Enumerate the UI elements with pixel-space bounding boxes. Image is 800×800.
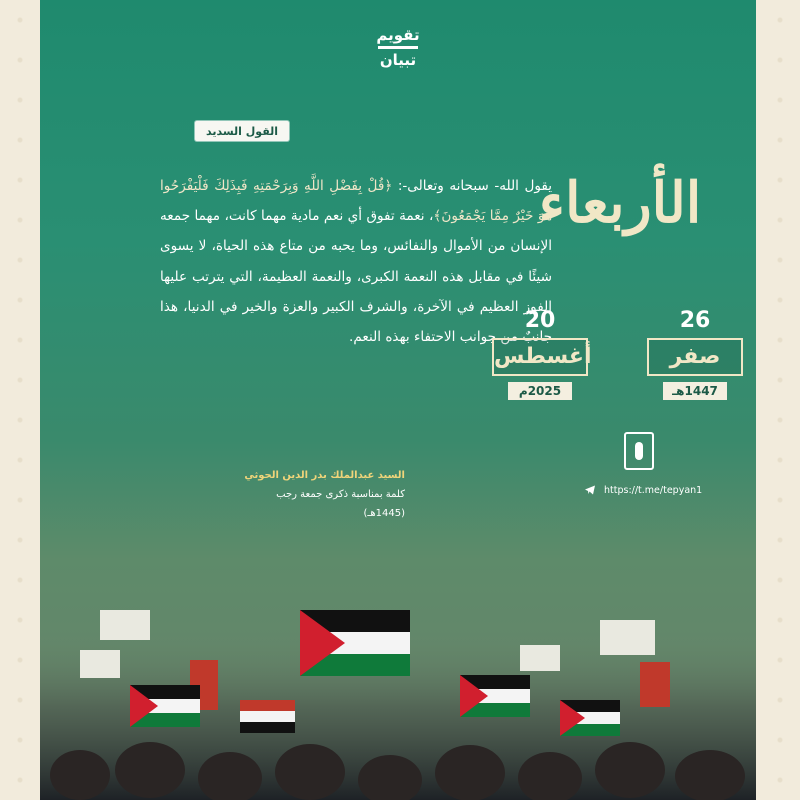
hijri-date <box>645 308 745 400</box>
crowd-with-flags-illustration <box>40 590 756 800</box>
telegram-url[interactable]: https://t.me/tepyan1 <box>604 484 703 496</box>
quote-intro: يقول الله- سبحانه وتعالى-: <box>397 178 553 194</box>
emblem-icon <box>624 432 654 470</box>
logo-divider <box>378 46 418 49</box>
telegram-icon <box>584 484 596 496</box>
tebyan-logo <box>375 20 421 74</box>
logo-line-2: تبيان <box>379 50 417 69</box>
calendar-card <box>40 0 756 800</box>
gregorian-day: 20 <box>524 308 556 333</box>
speaker-attribution <box>190 466 405 523</box>
day-name-title: الأربعاء <box>538 170 702 236</box>
speaker-year: (1445هـ) <box>363 508 405 519</box>
logo-line-1: تقويم <box>376 25 420 44</box>
speaker-occasion: كلمة بمناسبة ذكرى جمعة رجب <box>276 489 405 500</box>
section-label: القول السديد <box>195 121 289 141</box>
telegram-link[interactable] <box>584 482 702 498</box>
hijri-day: 26 <box>679 308 711 333</box>
gregorian-year: 2025م <box>508 382 572 400</box>
hijri-month: صفر <box>647 338 743 376</box>
quran-verse: ﴿قُلْ بِفَضْلِ اللَّهِ وَبِرَحْمَتِهِ فَبِذَلِكَ فَلْيَفْرَحُوا هُوَ خَيْرٌ مِمَّا يَجْمَعُونَ﴾ <box>160 178 553 225</box>
quote-body: ، نعمة تفوق أي نعم مادية مهما كانت، مهما جمعه الإنسان من الأموال والنفائس، وما يحبه من متاع هذه الحياة، لا يسوى شيئًا في مقابل هذه النعمة الكبرى، والنعمة العظيمة، التي يترتب عليها الفوز العظيم في الآخرة، والشرف الكبير والعزة والخير في الدنيا، هذا جانبٌ من جوانب الاحتفاء بهذه النعم. <box>160 208 552 346</box>
hijri-year: 1447هـ <box>663 382 727 400</box>
speaker-name: السيد عبدالملك بدر الدين الحوثي <box>244 470 405 481</box>
gregorian-month: أغسطس <box>492 338 588 376</box>
gregorian-date <box>490 308 590 400</box>
